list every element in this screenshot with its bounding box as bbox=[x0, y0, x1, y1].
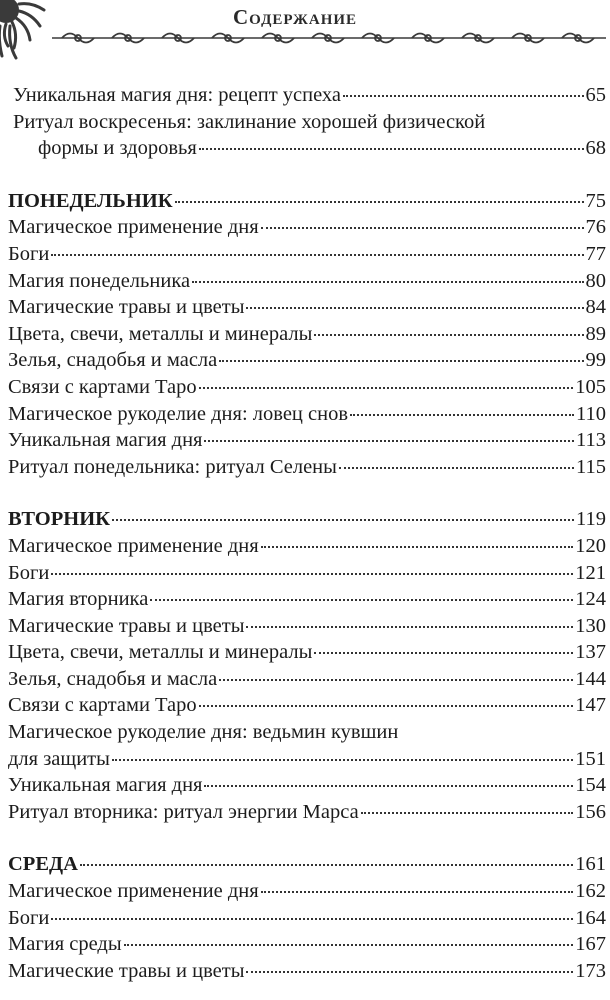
dot-leader bbox=[51, 918, 573, 920]
toc-entry[interactable] bbox=[8, 931, 606, 958]
toc-entry[interactable] bbox=[8, 533, 606, 560]
toc-entry-page: 130 bbox=[575, 614, 606, 637]
dot-leader bbox=[314, 334, 583, 336]
dot-leader bbox=[192, 281, 583, 283]
dot-leader bbox=[219, 679, 573, 681]
toc-entry-page: 76 bbox=[585, 216, 606, 239]
toc-entry-title: Магия среды bbox=[8, 933, 122, 956]
toc-entry[interactable] bbox=[8, 905, 606, 932]
dot-leader bbox=[199, 387, 574, 389]
dot-leader bbox=[219, 360, 583, 362]
toc-entry-page: 121 bbox=[575, 561, 606, 584]
toc-entry-page: 137 bbox=[575, 641, 606, 664]
toc-entry-title-line2: формы и здоровья bbox=[38, 137, 197, 160]
toc-entry-page: 164 bbox=[575, 906, 606, 929]
toc-entry-title: Магическое применение дня bbox=[8, 216, 259, 239]
toc-section-heading[interactable] bbox=[8, 188, 606, 215]
toc-entry[interactable] bbox=[8, 241, 606, 268]
dot-leader bbox=[246, 307, 583, 309]
toc-entry-page: 161 bbox=[575, 853, 606, 876]
dot-leader bbox=[51, 573, 573, 575]
toc-entry[interactable] bbox=[8, 427, 606, 454]
dot-leader bbox=[150, 599, 573, 601]
toc-entry-page: 162 bbox=[575, 880, 606, 903]
dot-leader bbox=[361, 812, 574, 814]
toc-entry-title-line1[interactable]: Ритуал воскресенья: заклинание хорошей физической bbox=[13, 110, 486, 133]
dot-leader bbox=[51, 254, 583, 256]
toc-entry-title: Ритуал вторника: ритуал энергии Марса bbox=[8, 800, 359, 823]
toc-entry[interactable] bbox=[8, 401, 606, 428]
toc-entry-title: Боги bbox=[8, 242, 50, 265]
dot-leader bbox=[246, 971, 573, 973]
toc-entry-page: 77 bbox=[585, 242, 606, 265]
page-title: Содержание bbox=[233, 5, 358, 29]
toc-entry-title-line1[interactable]: Магическое рукоделие дня: ведьмин кувшин bbox=[8, 721, 399, 744]
toc-entry-title: Зелья, снадобья и масла bbox=[8, 349, 218, 372]
toc-entry[interactable] bbox=[8, 639, 606, 666]
dot-leader bbox=[199, 705, 574, 707]
toc-section-heading[interactable] bbox=[8, 851, 606, 878]
toc-entry-title: Магия вторника bbox=[8, 588, 149, 611]
toc-entry-title: Магическое применение дня bbox=[8, 880, 259, 903]
toc-entry-title: Цвета, свечи, металлы и минералы bbox=[8, 322, 313, 345]
scroll-ornament-icon bbox=[52, 28, 606, 48]
toc-entry-page: 80 bbox=[585, 269, 606, 292]
toc-entry-page: 75 bbox=[585, 189, 606, 212]
toc-entry-title: Зелья, снадобья и масла bbox=[8, 667, 218, 690]
page-header bbox=[0, 0, 610, 72]
dot-leader bbox=[246, 626, 573, 628]
toc-entry-title: Связи с картами Таро bbox=[8, 375, 197, 398]
toc-entry[interactable] bbox=[8, 454, 606, 481]
toc-section-heading[interactable] bbox=[8, 506, 606, 533]
toc-entry[interactable] bbox=[8, 772, 606, 799]
toc-entry-title: Магическое рукоделие дня: ловец снов bbox=[8, 402, 349, 425]
toc-entry-title: Связи с картами Таро bbox=[8, 694, 197, 717]
toc-entry-page: 65 bbox=[585, 84, 606, 106]
toc-entry[interactable] bbox=[8, 268, 606, 295]
toc-entry[interactable] bbox=[8, 321, 606, 348]
toc-entry[interactable] bbox=[8, 82, 606, 109]
toc-entry-page: 68 bbox=[585, 137, 606, 160]
dot-leader bbox=[261, 546, 574, 548]
dot-leader bbox=[261, 227, 584, 229]
toc-entry[interactable] bbox=[8, 586, 606, 613]
section-gap bbox=[8, 162, 606, 188]
toc-entry[interactable] bbox=[8, 958, 606, 985]
toc-entry-page: 120 bbox=[575, 534, 606, 557]
toc-entry-page: 156 bbox=[575, 800, 606, 823]
toc-entry[interactable] bbox=[8, 666, 606, 693]
section-title: ПОНЕДЕЛЬНИК bbox=[8, 189, 173, 212]
toc-entry-page: 84 bbox=[585, 296, 606, 319]
toc-entry-title: Уникальная магия дня bbox=[8, 429, 203, 452]
dot-leader bbox=[339, 467, 574, 469]
toc-entry-page: 151 bbox=[575, 747, 606, 770]
toc-entry[interactable] bbox=[8, 347, 606, 374]
toc-entry[interactable] bbox=[8, 692, 606, 719]
toc-entry-title: Боги bbox=[8, 906, 50, 929]
dot-leader bbox=[261, 891, 574, 893]
section-gap bbox=[8, 480, 606, 506]
toc-entry-page: 105 bbox=[575, 375, 606, 398]
toc-entry-title: Ритуал понедельника: ритуал Селены bbox=[8, 455, 337, 478]
toc-entry[interactable] bbox=[8, 294, 606, 321]
sun-ornament-icon bbox=[0, 0, 50, 72]
toc-entry-page: 113 bbox=[576, 429, 606, 452]
toc-entry-page: 119 bbox=[576, 508, 606, 531]
toc-entry-page: 124 bbox=[575, 588, 606, 611]
dot-leader bbox=[350, 414, 574, 416]
toc-entry[interactable] bbox=[8, 878, 606, 905]
toc-entry-page: 147 bbox=[575, 694, 606, 717]
toc-entry[interactable] bbox=[8, 135, 606, 162]
toc-entry-title: Магические травы и цветы bbox=[8, 959, 245, 982]
toc-entry[interactable] bbox=[8, 613, 606, 640]
toc-entry-title: Уникальная магия дня bbox=[8, 774, 203, 797]
toc-entry-page: 115 bbox=[576, 455, 606, 478]
dot-leader bbox=[204, 440, 574, 442]
dot-leader bbox=[204, 785, 573, 787]
toc-entry-title: Магические травы и цветы bbox=[8, 296, 245, 319]
dot-leader bbox=[124, 944, 574, 946]
dot-leader bbox=[175, 201, 584, 203]
dot-leader bbox=[80, 864, 573, 866]
toc-entry-page: 89 bbox=[585, 322, 606, 345]
section-gap bbox=[8, 825, 606, 851]
toc-entry[interactable] bbox=[8, 799, 606, 826]
toc-entry-page: 154 bbox=[575, 774, 606, 797]
dot-leader bbox=[112, 759, 573, 761]
section-title: СРЕДА bbox=[8, 853, 78, 876]
toc-entry-title: Магия понедельника bbox=[8, 269, 191, 292]
toc-entry[interactable] bbox=[8, 560, 606, 587]
toc-entry-page: 110 bbox=[576, 402, 606, 425]
table-of-contents bbox=[8, 82, 606, 984]
dot-leader bbox=[199, 148, 584, 150]
dot-leader bbox=[112, 519, 574, 521]
toc-entry[interactable] bbox=[8, 214, 606, 241]
toc-entry[interactable] bbox=[8, 374, 606, 401]
dot-leader bbox=[343, 95, 584, 97]
toc-entry-title: Магическое применение дня bbox=[8, 534, 259, 557]
section-title: ВТОРНИК bbox=[8, 508, 111, 531]
toc-entry-page: 167 bbox=[575, 933, 606, 956]
toc-entry-page: 173 bbox=[575, 959, 606, 982]
toc-entry-title: Магические травы и цветы bbox=[8, 614, 245, 637]
toc-entry-title: Боги bbox=[8, 561, 50, 584]
toc-entry-title: Цвета, свечи, металлы и минералы bbox=[8, 641, 313, 664]
dot-leader bbox=[314, 652, 573, 654]
toc-entry-title: Уникальная магия дня: рецепт успеха bbox=[13, 84, 341, 106]
toc-entry[interactable] bbox=[8, 746, 606, 773]
toc-entry-title-line2: для защиты bbox=[8, 747, 110, 770]
toc-entry-page: 144 bbox=[575, 667, 606, 690]
toc-entry-page: 99 bbox=[585, 349, 606, 372]
